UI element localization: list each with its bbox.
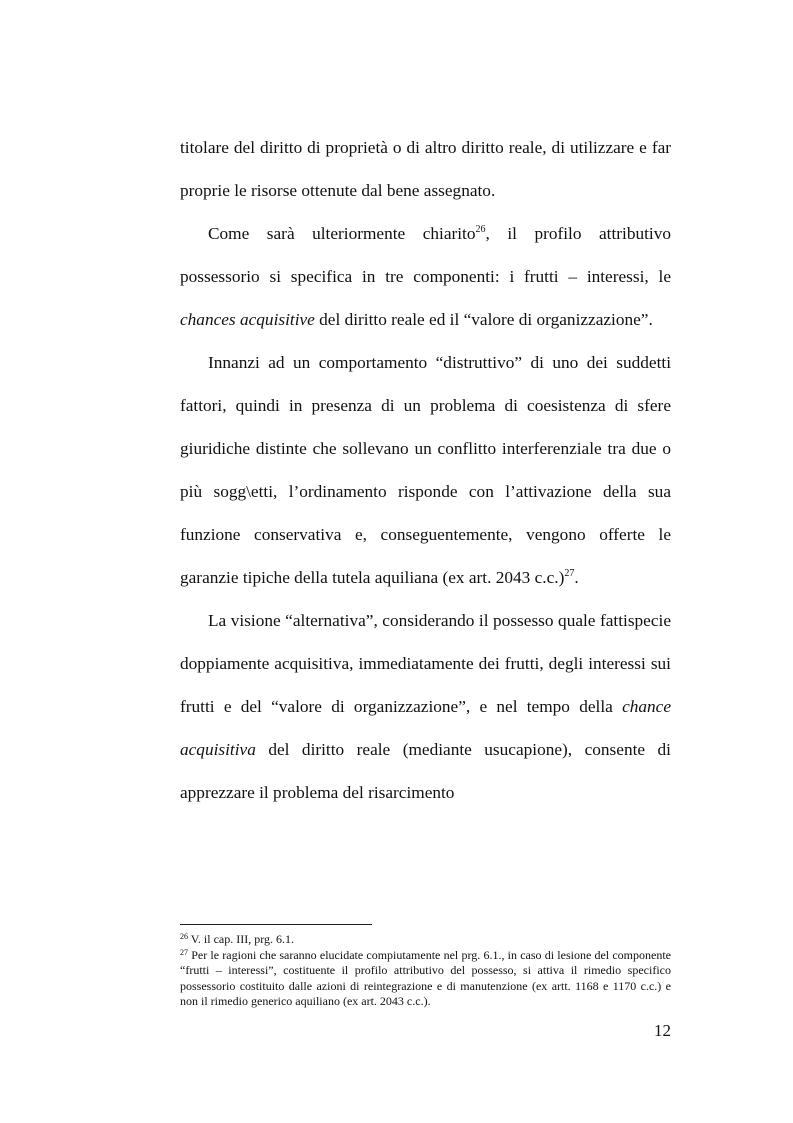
emphasis-text: chance acquisitiva — [180, 697, 671, 759]
footnote-number: 26 — [180, 932, 188, 941]
paragraph-text: , il profilo attributivo possessorio si specifica in tre componenti: i frutti – interessi, le — [180, 224, 671, 286]
paragraph — [180, 341, 671, 599]
paragraph-text: Come sarà ulteriormente chiarito — [208, 224, 476, 243]
footnote — [180, 948, 671, 1010]
paragraph — [180, 212, 671, 341]
paragraph-text: del diritto reale ed il “valore di organizzazione”. — [314, 310, 653, 329]
emphasis-text: chances acquisitive — [180, 310, 315, 329]
footnote-text: V. il cap. III, prg. 6.1. — [188, 932, 294, 946]
footnotes — [180, 932, 671, 1010]
footnote-reference: 26 — [475, 224, 486, 235]
footnote-number: 27 — [180, 947, 188, 957]
page-number: 12 — [654, 1021, 671, 1040]
paragraph-text: . — [574, 568, 579, 587]
footnote-reference: 27 — [564, 568, 575, 579]
paragraph-text: Innanzi ad un comportamento “distruttivo” di uno dei suddetti fattori, quindi in presenza di un problema di coesistenza di sfere giuridiche distinte che sollevano un conflitto interferenziale tra due o più sogg\etti, l’ordinamento risponde con l’attivazione della sua funzione conservativa e, conseguentemente, vengono offerte le garanzie tipiche della tutela aquiliana (ex art. 2043 c.c.) — [180, 353, 671, 587]
paragraph-text: del diritto reale (mediante usucapione), consente di apprezzare il problema del risarcimento — [180, 740, 671, 802]
paragraph — [180, 599, 671, 814]
body-text — [180, 126, 671, 814]
paragraph-text: titolare del diritto di proprietà o di altro diritto reale, di utilizzare e far proprie le risorse ottenute dal bene assegnato. — [180, 138, 671, 200]
footnote — [180, 932, 671, 948]
paragraph — [180, 126, 671, 212]
footnote-text: Per le ragioni che saranno elucidate compiutamente nel prg. 6.1., in caso di lesione del componente “frutti – interessi”, costituente il profilo attributivo del possesso, si attiva il rimedio specifico possessorio costituito dalle azioni di reintegrazione e di manutenzione (ex artt. 1168 e 1170 c.c.) e non il rimedio generico aquiliano (ex art. 2043 c.c.). — [180, 947, 671, 1009]
paragraph-text: La visione “alternativa”, considerando il possesso quale fattispecie doppiamente acquisitiva, immediatamente dei frutti, degli interessi sui frutti e del “valore di organizzazione”, e nel tempo della — [180, 611, 671, 716]
footnote-separator — [180, 924, 372, 925]
